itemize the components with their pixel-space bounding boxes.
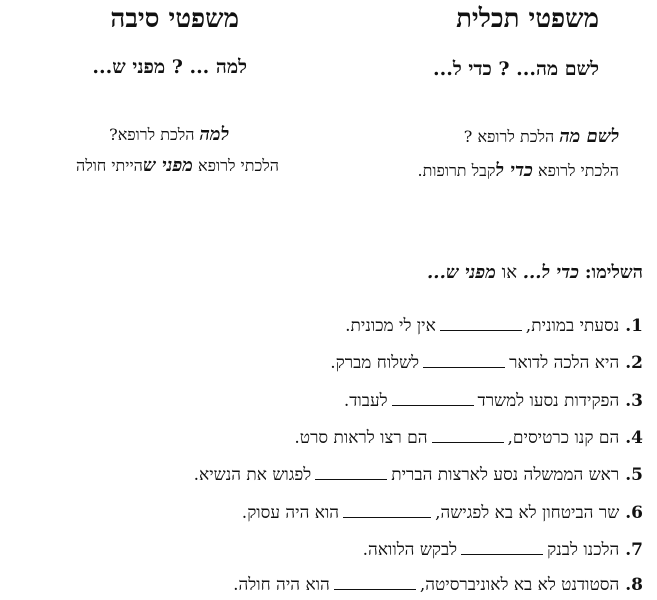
answer-blank[interactable] xyxy=(432,428,504,443)
purpose-example-question xyxy=(464,126,619,147)
exercise-row-7 xyxy=(363,540,643,560)
exercise-row-3 xyxy=(344,391,643,411)
reason-answer-pre: הלכתי לרופא xyxy=(192,156,279,175)
exercise-before: שר הביטחון לא בא לפגישה, xyxy=(435,503,620,523)
exercise-number: 2. xyxy=(625,353,643,373)
purpose-question-highlight: לשם מה xyxy=(559,126,619,147)
reason-example-question xyxy=(109,124,229,145)
instruction-or: או xyxy=(495,262,523,283)
exercise-before: היא הלכה לדואר xyxy=(509,353,620,373)
exercise-row-5 xyxy=(194,465,643,485)
instruction-label: השלימו: xyxy=(584,262,643,283)
exercise-number: 5. xyxy=(625,465,643,485)
purpose-title: משפטי תכלית xyxy=(456,4,599,34)
purpose-answer-pre: הלכתי לרופא xyxy=(532,161,619,180)
answer-blank[interactable] xyxy=(423,353,505,368)
answer-blank[interactable] xyxy=(461,540,543,555)
exercise-after: הוא היה חולה. xyxy=(233,575,330,595)
answer-blank[interactable] xyxy=(392,391,474,406)
exercise-instruction xyxy=(427,262,643,283)
reason-subtitle: למה ... ? מפני ש... xyxy=(92,56,247,78)
exercise-after: לפגוש את הנשיא. xyxy=(193,465,312,485)
exercise-number: 6. xyxy=(625,503,643,523)
exercise-after: אין לי מכונית. xyxy=(345,316,436,336)
reason-answer-highlight: מפני ש xyxy=(142,155,193,176)
answer-blank[interactable] xyxy=(315,465,387,480)
reason-example-answer xyxy=(76,155,279,176)
reason-title: משפטי סיבה xyxy=(110,4,239,34)
reason-question-text: הלכת לרופא? xyxy=(109,125,200,144)
exercise-row-4 xyxy=(294,428,643,448)
purpose-subtitle: לשם מה... ? כדי ל... xyxy=(433,58,599,80)
purpose-example-answer xyxy=(418,160,619,181)
exercise-number: 3. xyxy=(625,391,643,411)
exercise-number: 8. xyxy=(625,575,643,595)
exercise-after: לבקש הלוואה. xyxy=(362,540,458,560)
exercise-before: הסטודנט לא בא לאוניברסיטה, xyxy=(419,575,620,595)
exercise-before: הפקידות נסעו למשרד xyxy=(477,391,620,411)
reason-question-highlight: למה xyxy=(199,124,229,145)
purpose-answer-highlight: כדי ל xyxy=(495,160,533,181)
exercise-after: לשלוח מברק. xyxy=(330,353,420,373)
reason-answer-post: הייתי חולה xyxy=(76,156,143,175)
exercise-after: לעבוד. xyxy=(343,391,388,411)
exercise-after: הוא היה עסוק. xyxy=(241,503,340,523)
instruction-option-1: כדי ל... xyxy=(522,262,580,283)
exercise-number: 4. xyxy=(625,428,643,448)
answer-blank[interactable] xyxy=(343,503,431,518)
exercise-before: נסעתי במונית, xyxy=(525,316,620,336)
exercise-row-1 xyxy=(345,316,643,336)
answer-blank[interactable] xyxy=(334,575,416,590)
exercise-after: הם רצו לראות סרט. xyxy=(294,428,428,448)
exercise-row-8 xyxy=(233,575,643,595)
exercise-before: ראש הממשלה נסע לארצות הברית xyxy=(391,465,620,485)
purpose-question-text: הלכת לרופא ? xyxy=(463,127,560,146)
exercise-before: הלכנו לבנק xyxy=(547,540,620,560)
exercise-row-2 xyxy=(330,353,643,373)
instruction-option-2: מפני ש... xyxy=(427,262,496,283)
exercise-number: 7. xyxy=(625,540,643,560)
exercise-number: 1. xyxy=(625,316,643,336)
purpose-answer-post: קבל תרופות. xyxy=(417,161,496,180)
exercise-before: הם קנו כרטיסים, xyxy=(507,428,620,448)
exercise-row-6 xyxy=(242,503,643,523)
answer-blank[interactable] xyxy=(440,316,522,331)
